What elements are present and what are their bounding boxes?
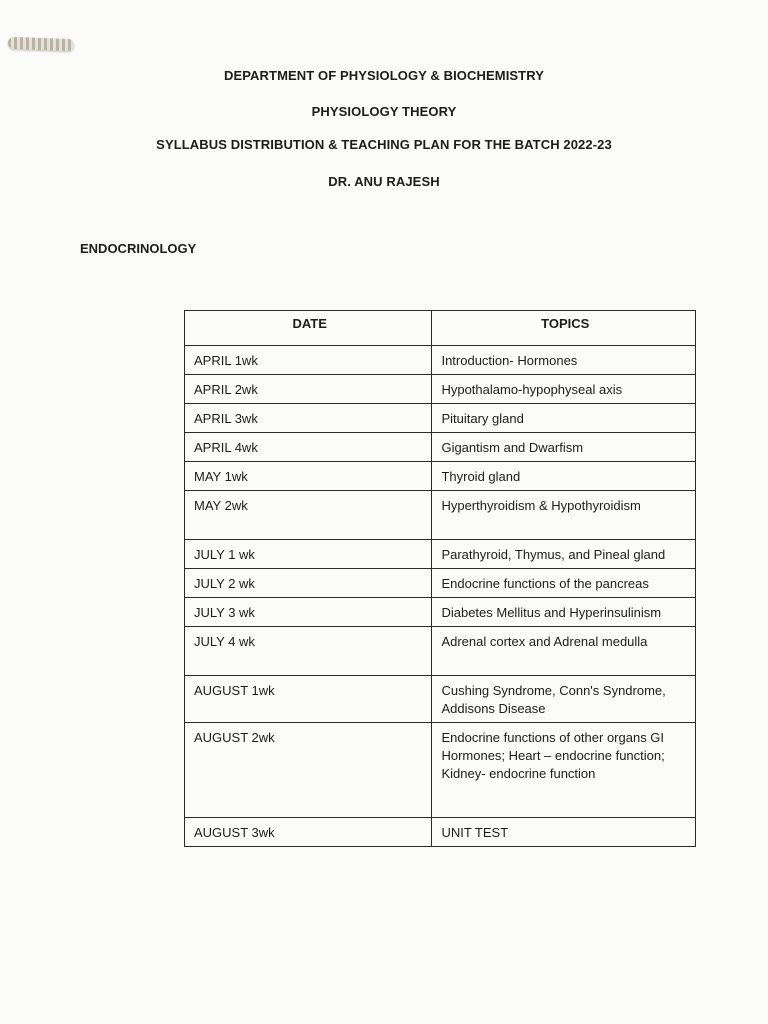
column-header-topics: TOPICS <box>432 311 696 346</box>
date-cell: JULY 3 wk <box>185 598 432 627</box>
topic-cell: Hyperthyroidism & Hypothyroidism <box>432 491 696 540</box>
table-row <box>185 569 696 598</box>
topic-cell: Endocrine functions of other organs GI Hormones; Heart – endocrine function; Kidney- endocrine function <box>432 723 696 818</box>
topic-cell: Diabetes Mellitus and Hyperinsulinism <box>432 598 696 627</box>
date-cell: AUGUST 3wk <box>185 818 432 847</box>
department-title: DEPARTMENT OF PHYSIOLOGY & BIOCHEMISTRY <box>223 68 544 83</box>
table-row <box>185 818 696 847</box>
plan-title: SYLLABUS DISTRIBUTION & TEACHING PLAN FOR THE BATCH 2022-23 <box>156 137 612 152</box>
table-row <box>185 598 696 627</box>
table-row <box>185 462 696 491</box>
table-row <box>185 346 696 375</box>
table-row <box>185 723 696 818</box>
teacher-name: DR. ANU RAJESH <box>328 174 440 189</box>
section-heading: ENDOCRINOLOGY <box>80 241 197 256</box>
table-row <box>185 375 696 404</box>
staple-mark <box>8 37 74 51</box>
date-cell: AUGUST 2wk <box>185 723 432 818</box>
topic-cell: UNIT TEST <box>432 818 696 847</box>
table-row <box>185 433 696 462</box>
subject-title: PHYSIOLOGY THEORY <box>311 104 457 119</box>
date-cell: APRIL 2wk <box>185 375 432 404</box>
topic-cell: Adrenal cortex and Adrenal medulla <box>432 627 696 676</box>
column-header-date: DATE <box>185 311 432 346</box>
table-header-row <box>185 311 696 346</box>
table-row <box>185 627 696 676</box>
table-row <box>185 676 696 723</box>
topic-cell: Parathyroid, Thymus, and Pineal gland <box>432 540 696 569</box>
date-cell: MAY 1wk <box>185 462 432 491</box>
topic-cell: Introduction- Hormones <box>432 346 696 375</box>
date-cell: JULY 1 wk <box>185 540 432 569</box>
topic-cell: Pituitary gland <box>432 404 696 433</box>
date-cell: APRIL 3wk <box>185 404 432 433</box>
date-cell: JULY 2 wk <box>185 569 432 598</box>
table-row <box>185 540 696 569</box>
teaching-plan-table <box>184 310 696 847</box>
topic-cell: Hypothalamo-hypophyseal axis <box>432 375 696 404</box>
date-cell: MAY 2wk <box>185 491 432 540</box>
date-cell: AUGUST 1wk <box>185 676 432 723</box>
date-cell: APRIL 4wk <box>185 433 432 462</box>
topic-cell: Thyroid gland <box>432 462 696 491</box>
table-row <box>185 404 696 433</box>
topic-cell: Cushing Syndrome, Conn's Syndrome, Addisons Disease <box>432 676 696 723</box>
table-row <box>185 491 696 540</box>
topic-cell: Gigantism and Dwarfism <box>432 433 696 462</box>
date-cell: APRIL 1wk <box>185 346 432 375</box>
topic-cell: Endocrine functions of the pancreas <box>432 569 696 598</box>
date-cell: JULY 4 wk <box>185 627 432 676</box>
